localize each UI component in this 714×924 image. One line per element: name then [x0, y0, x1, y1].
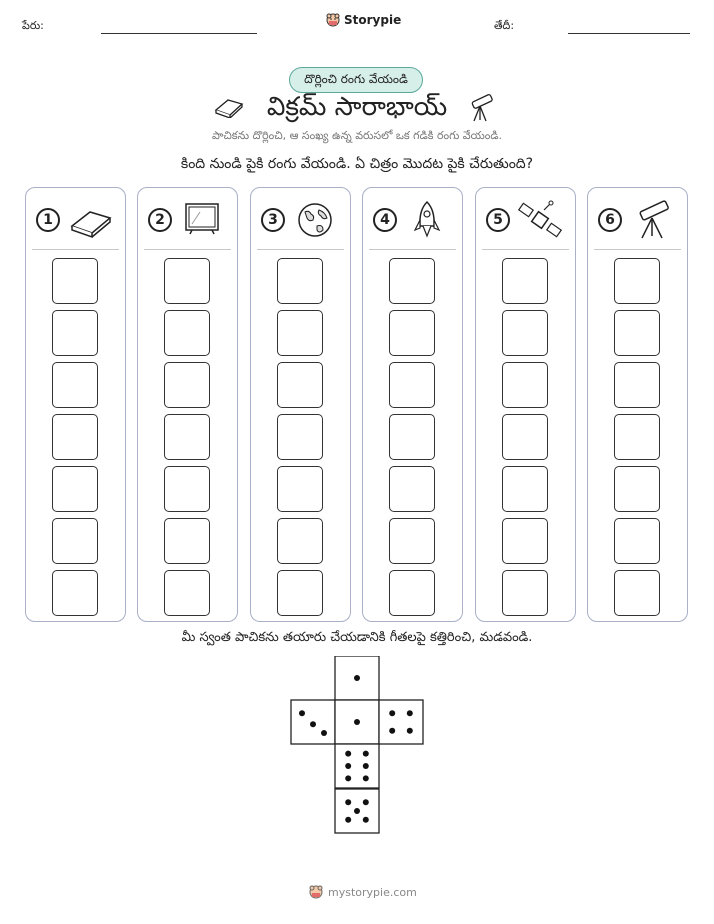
dice-pip [363, 751, 369, 757]
column-number: 5 [486, 208, 510, 232]
dice-face-4 [379, 700, 423, 744]
brand-name: Storypie [344, 13, 402, 27]
color-cell[interactable] [502, 258, 548, 304]
color-cell[interactable] [52, 466, 98, 512]
color-cell[interactable] [277, 518, 323, 564]
date-line [568, 33, 690, 34]
column-divider [144, 249, 231, 250]
column-4 [362, 187, 463, 622]
dice-instruction: మీ స్వంత పాచికను తయారు చేయడానికి గీతలపై కత్తిరించి, మడవండి. [181, 630, 533, 645]
color-cell[interactable] [614, 466, 660, 512]
column-3 [250, 187, 351, 622]
color-cell[interactable] [277, 258, 323, 304]
color-cell[interactable] [164, 258, 210, 304]
storypie-logo-icon [309, 885, 323, 899]
color-cell[interactable] [614, 414, 660, 460]
dice-face-5 [335, 789, 379, 833]
color-cell[interactable] [389, 258, 435, 304]
color-cell[interactable] [277, 414, 323, 460]
color-cell[interactable] [389, 362, 435, 408]
dice-pip [354, 808, 360, 814]
color-cell[interactable] [277, 310, 323, 356]
telescope-icon [466, 92, 496, 122]
column-6 [587, 187, 688, 622]
column-number: 3 [261, 208, 285, 232]
color-cell[interactable] [614, 570, 660, 616]
column-number: 2 [148, 208, 172, 232]
dice-pip [363, 817, 369, 823]
color-cell[interactable] [389, 518, 435, 564]
color-cell[interactable] [614, 518, 660, 564]
dice-pip [310, 721, 316, 727]
dice-pip [345, 763, 351, 769]
color-cell[interactable] [164, 362, 210, 408]
column-divider [32, 249, 119, 250]
color-cell[interactable] [502, 466, 548, 512]
page-title: విక్రమ్ సారాభాయ్ [266, 92, 448, 122]
column-2 [137, 187, 238, 622]
column-divider [257, 249, 344, 250]
activity-pill: దొర్లించి రంగు వేయండి [289, 67, 423, 93]
column-5 [475, 187, 576, 622]
column-number: 6 [598, 208, 622, 232]
dice-net [290, 656, 424, 834]
column-number: 1 [36, 208, 60, 232]
dice-pip [345, 775, 351, 781]
name-label: పేరు: [22, 19, 44, 32]
dice-pip [363, 763, 369, 769]
column-divider [594, 249, 681, 250]
color-cell[interactable] [164, 570, 210, 616]
subtitle: పాచికను దొర్లించి, ఆ సంఖ్య ఉన్న వరుసలో ఒక గడికి రంగు వేయండి. [212, 129, 502, 142]
color-cell[interactable] [164, 310, 210, 356]
footer-url: mystorypie.com [328, 885, 417, 899]
color-cell[interactable] [52, 362, 98, 408]
color-cell[interactable] [52, 310, 98, 356]
color-cell[interactable] [277, 466, 323, 512]
dice-pip [389, 710, 395, 716]
color-cell[interactable] [52, 570, 98, 616]
globe-icon [293, 200, 337, 240]
rocket-icon [405, 200, 449, 240]
color-cell[interactable] [277, 570, 323, 616]
dice-pip [345, 751, 351, 757]
dice-pip [407, 728, 413, 734]
color-cell[interactable] [164, 466, 210, 512]
dice-pip [321, 730, 327, 736]
telescope-icon [630, 200, 674, 240]
column-divider [482, 249, 569, 250]
dice-face-3 [291, 700, 335, 744]
dice-face-1 [335, 656, 379, 700]
name-line [101, 33, 257, 34]
instruction: కింది నుండి పైకి రంగు వేయండి. ఏ చిత్రం మొదట పైకి చేరుతుంది? [180, 156, 534, 172]
color-cell[interactable] [502, 362, 548, 408]
color-cell[interactable] [52, 518, 98, 564]
color-cell[interactable] [389, 466, 435, 512]
book-icon [68, 200, 112, 240]
color-cell[interactable] [502, 310, 548, 356]
satellite-icon [518, 200, 562, 240]
storypie-logo-icon [326, 13, 340, 27]
dice-pip [345, 799, 351, 805]
color-cell[interactable] [52, 414, 98, 460]
brand [326, 13, 401, 27]
color-cell[interactable] [164, 518, 210, 564]
dice-pip [363, 775, 369, 781]
dice-pip [407, 710, 413, 716]
column-number: 4 [373, 208, 397, 232]
blackboard-icon [180, 200, 224, 240]
date-label: తేదీ: [494, 19, 515, 32]
column-divider [369, 249, 456, 250]
column-1 [25, 187, 126, 622]
dice-pip [389, 728, 395, 734]
color-cell[interactable] [389, 310, 435, 356]
color-cell[interactable] [614, 258, 660, 304]
dice-pip [299, 710, 305, 716]
dice-face-1 [335, 700, 379, 744]
color-cell[interactable] [614, 362, 660, 408]
color-cell[interactable] [502, 570, 548, 616]
color-cell[interactable] [502, 414, 548, 460]
footer [309, 885, 417, 899]
color-cell[interactable] [52, 258, 98, 304]
dice-pip [345, 817, 351, 823]
color-cell[interactable] [389, 414, 435, 460]
color-cell[interactable] [614, 310, 660, 356]
color-cell[interactable] [164, 414, 210, 460]
color-cell[interactable] [277, 362, 323, 408]
dice-pip [363, 799, 369, 805]
dice-face-6 [335, 744, 379, 788]
color-cell[interactable] [389, 570, 435, 616]
dice-pip [354, 675, 360, 681]
dice-pip [354, 719, 360, 725]
color-cell[interactable] [502, 518, 548, 564]
